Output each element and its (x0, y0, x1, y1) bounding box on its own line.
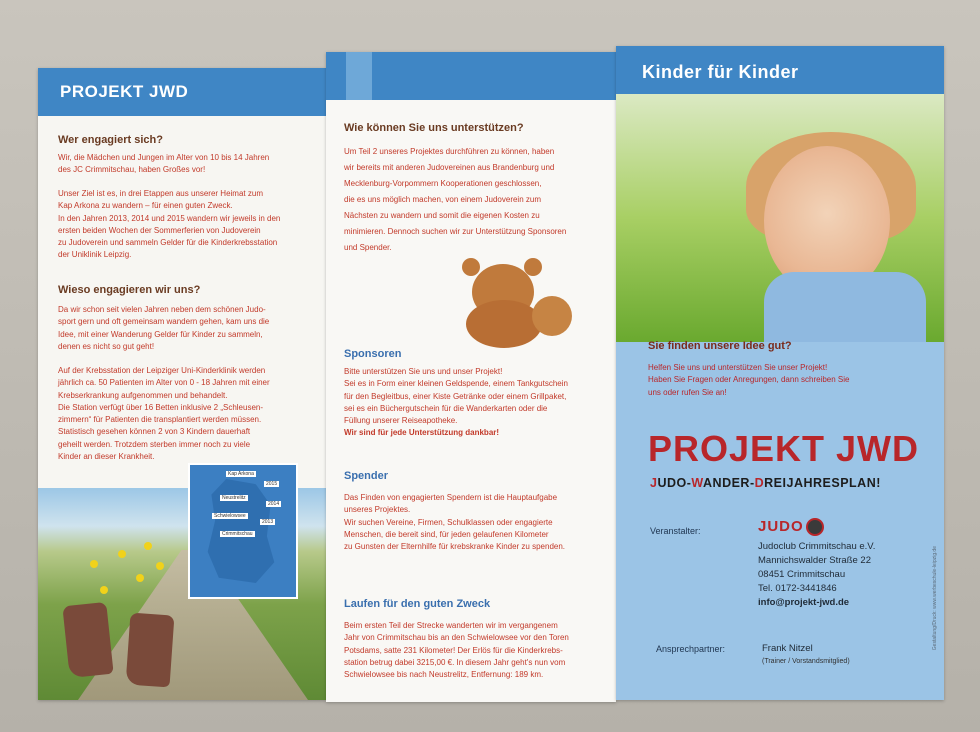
text-line: zu Gunsten der Elternhilfe für krebskranke Kinder zu spenden. (344, 542, 566, 552)
flower (90, 560, 98, 568)
brochure-panel-middle (326, 52, 616, 702)
subtitle-part: ANDER- (703, 476, 755, 490)
flower (136, 574, 144, 582)
section-heading: Sie finden unsere Idee gut? (648, 340, 792, 352)
text-line: wir bereits mit anderen Judovereinen aus Brandenburg und (344, 163, 555, 172)
text-line: Da wir schon seit vielen Jahren neben dem schönen Judo- (58, 305, 266, 314)
subtitle-initial: D (754, 476, 765, 490)
header-accent (346, 52, 372, 100)
text-line: Potsdams, satte 231 Kilometer! Der Erlös für die Kinderkrebs- (344, 645, 563, 655)
address-line: 08451 Crimmitschau (758, 569, 846, 580)
text-line: sport gern und oft gemeinsam wandern gehen, kam uns die (58, 317, 270, 327)
map-label: 2014 (268, 501, 280, 507)
text-line: Unser Ziel ist es, in drei Etappen aus unserer Heimat zum (58, 189, 263, 198)
girl-in-grass-photo (616, 94, 944, 342)
project-title: PROJEKT JWD (648, 428, 920, 469)
text-line: Idee, mit einer Wanderung Gelder für Kinder zu sammeln, (58, 329, 263, 339)
text-line: Das Finden von engagierten Spendern ist die Hauptaufgabe (344, 493, 558, 502)
flower (144, 542, 152, 550)
address-line: Mannichswalder Straße 22 (758, 555, 871, 566)
judo-logo-icon (806, 518, 824, 536)
text-line: Bitte unterstützen Sie uns und unser Projekt! (344, 367, 503, 376)
header-bar (616, 46, 944, 94)
panel-header-title: PROJEKT JWD (60, 82, 189, 101)
text-line: uns oder rufen Sie an! (648, 387, 727, 397)
section-text (58, 188, 323, 262)
text-line: jährlich ca. 50 Patienten im Alter von 0 - 18 Jahren mit einer (58, 378, 270, 388)
text-line: ersten beiden Wochen der Sommerferien von Judoverein (58, 225, 261, 235)
photo-shirt (764, 272, 926, 342)
panel-header-title: Kinder für Kinder (642, 62, 799, 82)
text-line: Menschen, die bereit sind, für jeden gelaufenen Kilometer (344, 529, 549, 539)
section-text (344, 492, 614, 553)
address-line: Judoclub Crimmitschau e.V. (758, 541, 876, 552)
contact-role: (Trainer / Vorstandsmitglied) (762, 658, 850, 665)
header-bar (38, 68, 326, 116)
map-label: Crimmitschau (222, 531, 253, 537)
bear-ear (524, 258, 542, 276)
organizer-address (758, 540, 875, 610)
map-label: Neustrelitz (222, 495, 246, 501)
text-line: Krebserkrankung aufgenommen und behandelt. (58, 390, 228, 400)
print-credit: Gestaltung/Druck: www.werbeschule-leipzig.de (932, 546, 938, 651)
text-line: Die Station verfügt über 16 Betten inklusive 2 „Schleusen- (58, 402, 264, 412)
text-line: Auf der Krebsstation der Leipziger Uni-Kinderklinik werden (58, 366, 266, 375)
text-line: der Uniklinik Leipzig. (58, 250, 132, 260)
subtitle-initial: J (650, 476, 658, 490)
text-line: Wir, die Mädchen und Jungen im Alter von 10 bis 14 Jahren (58, 153, 270, 162)
flower (100, 586, 108, 594)
section-heading: Laufen für den guten Zweck (344, 598, 491, 610)
section-heading: Wie können Sie uns unterstützen? (344, 122, 524, 134)
text-line: Beim ersten Teil der Strecke wanderten wir im vergangenem (344, 621, 558, 630)
section-text (344, 144, 612, 256)
section-text (344, 366, 614, 440)
germany-route-map (188, 463, 298, 599)
address-line: Tel. 0172-3441846 (758, 583, 837, 594)
text-line: und Spender. (344, 243, 392, 252)
text-line: Schwielowsee bis nach Neustrelitz, Entfernung: 189 km. (344, 670, 544, 680)
text-line: Wir suchen Vereine, Firmen, Schulklassen oder engagierte (344, 517, 553, 527)
section-text (58, 365, 323, 463)
text-line: Jahr von Crimmitschau bis an den Schwielowsee vor den Toren (344, 633, 569, 643)
text-line: zu Judoverein und sammeln Gelder für die Kinderkrebsstation (58, 238, 278, 248)
boot-right (126, 613, 175, 688)
text-line: sei es ein Büchergutschein für die Wanderkarten oder die (344, 403, 548, 413)
subtitle-initial: W (691, 476, 704, 490)
text-line: für den Begleitbus, einer Kiste Getränke oder einem Grillpaket, (344, 391, 567, 401)
map-label: Schwielowsee (214, 513, 246, 519)
text-line: unseres Projektes. (344, 505, 411, 515)
text-line: Helfen Sie uns und unterstützen Sie unser Projekt! (648, 363, 828, 372)
judo-logo: JUDO (758, 518, 804, 535)
map-label: 2013 (262, 519, 274, 525)
project-subtitle (650, 476, 881, 490)
text-line: Statistisch gesehen können 2 von 3 Kindern dauerhaft (58, 427, 251, 437)
section-heading: Wer engagiert sich? (58, 134, 163, 146)
text-line: geheilt werden. Trotzdem sterben immer noch zu viele (58, 439, 251, 449)
text-line: Kap Arkona zu wandern – für einen guten Zweck. (58, 201, 233, 211)
text-line: des JC Crimmitschau, haben Großes vor! (58, 165, 206, 175)
text-line: Mecklenburg-Vorpommern Kooperationen geschlossen, (344, 179, 542, 188)
email-link[interactable]: info@projekt-jwd.de (758, 597, 850, 608)
text-line: denen es nicht so gut geht! (58, 341, 155, 351)
text-line: Kinder an dieser Krankheit. (58, 452, 155, 462)
header-bar (326, 52, 616, 100)
text-line: minimieren. Dennoch suchen wir zur Unterstützung Sponsoren (344, 227, 567, 236)
section-text (58, 152, 318, 177)
flower (118, 550, 126, 558)
text-line: Haben Sie Fragen oder Anregungen, dann schreiben Sie (648, 375, 850, 385)
text-line-bold: Wir sind für jede Unterstützung dankbar! (344, 428, 500, 438)
contact-name: Frank Nitzel (762, 643, 813, 654)
bear-small (532, 296, 572, 336)
text-line: Füllung unserer Reiseapotheke. (344, 416, 458, 426)
brochure-panel-left (38, 68, 326, 700)
text-line: die es uns möglich machen, von einem Judoverein zum (344, 195, 541, 204)
text-line: Sei es in Form einer kleinen Geldspende, einem Tankgutschein (344, 379, 568, 389)
bear-ear (462, 258, 480, 276)
subtitle-part: UDO- (657, 476, 692, 490)
organizer-label: Veranstalter: (650, 526, 701, 536)
boot-left (62, 602, 113, 678)
text-line: Nächsten zu wandern und somit die eigenen Kosten zu (344, 211, 540, 220)
subtitle-part: REIJAHRESPLAN! (764, 476, 881, 490)
text-line: Um Teil 2 unseres Projektes durchführen zu können, haben (344, 147, 555, 156)
flower (156, 562, 164, 570)
section-text (344, 620, 614, 681)
text-line: zimmern“ für Patienten die transplantiert werden müssen. (58, 415, 262, 425)
brochure-panel-right (616, 46, 944, 700)
bear-body (466, 300, 542, 348)
text-line: In den Jahren 2013, 2014 und 2015 wandern wir jeweils in den (58, 213, 281, 223)
section-heading: Wieso engagieren wir uns? (58, 284, 201, 296)
section-text (648, 362, 938, 399)
map-label: Kap Arkona (228, 471, 254, 477)
contact-label: Ansprechpartner: (656, 644, 726, 654)
section-heading: Sponsoren (344, 348, 402, 360)
text-line: station betrug dabei 3215,00 €. In diesem Jahr geht's nun vom (344, 657, 566, 667)
map-label: 2015 (266, 481, 278, 487)
section-heading: Spender (344, 470, 389, 482)
section-text (58, 304, 323, 353)
